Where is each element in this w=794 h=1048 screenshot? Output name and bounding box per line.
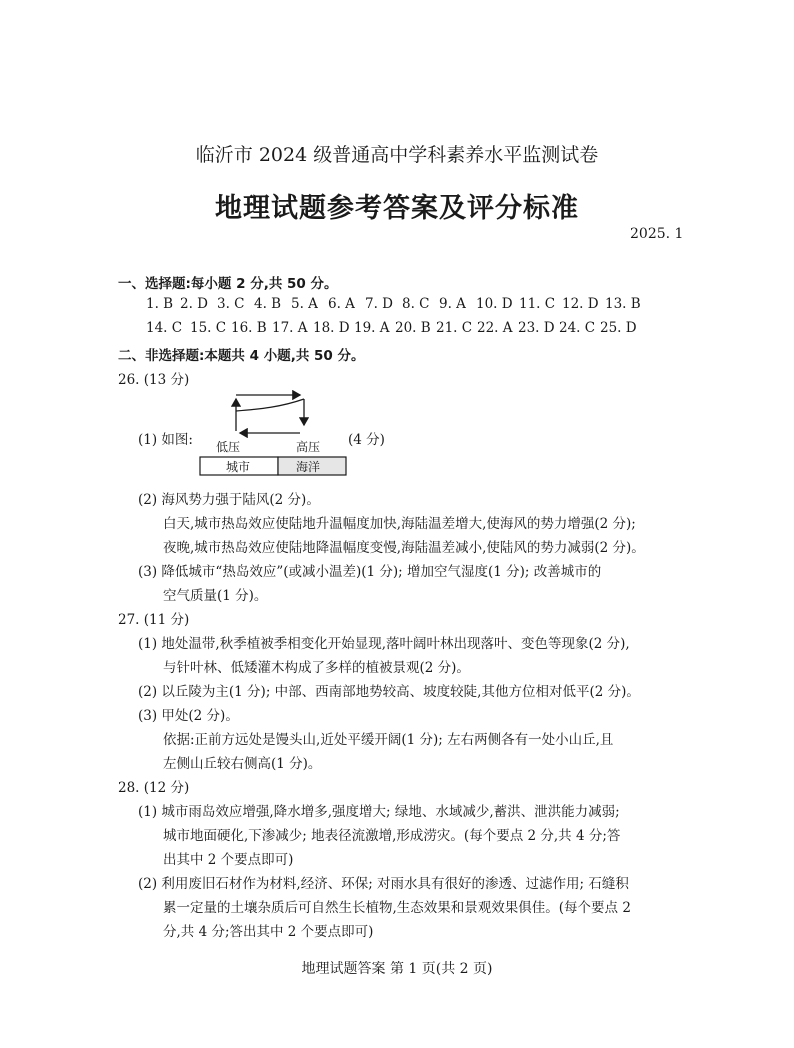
q26-label: 26. (13 分) xyxy=(118,372,190,388)
sea-label: 海洋 xyxy=(296,460,321,474)
q27-p3-a: (3) 甲处(2 分)。 xyxy=(138,708,239,724)
low-pressure-label: 低压 xyxy=(216,440,241,454)
q26-p2-a: (2) 海风势力强于陆风(2 分)。 xyxy=(138,492,320,508)
answer-item: 4. B xyxy=(254,296,282,312)
section1-heading: 一、选择题:每小题 2 分,共 50 分。 xyxy=(118,276,338,292)
exam-subtitle: 临沂市 2024 级普通高中学科素养水平监测试卷 xyxy=(195,144,599,166)
q28-p1-a: (1) 城市雨岛效应增强,降水增多,强度增大; 绿地、水域减少,蓄洪、泄洪能力减弱; xyxy=(138,804,620,820)
q27-label: 27. (11 分) xyxy=(118,612,190,628)
page-title: 地理试题参考答案及评分标准 xyxy=(215,193,579,224)
q26-p1-score: (4 分) xyxy=(348,432,385,448)
q28-p1-c: 出其中 2 个要点即可) xyxy=(163,852,294,868)
answer-item: 13. B xyxy=(605,296,641,312)
exam-date: 2025. 1 xyxy=(630,226,684,242)
answer-item: 25. D xyxy=(600,320,637,336)
answer-item: 11. C xyxy=(519,296,556,312)
q28-p2-b: 累一定量的土壤杂质后可自然生长植物,生态效果和景观效果俱佳。(每个要点 2 xyxy=(163,900,631,916)
answer-item: 24. C xyxy=(559,320,596,336)
q27-p3-b: 依据:正前方远处是馒头山,近处平缓开阔(1 分); 左右两侧各有一处小山丘,且 xyxy=(163,732,614,748)
section2-heading: 二、非选择题:本题共 4 小题,共 50 分。 xyxy=(118,348,365,364)
answer-item: 2. D xyxy=(180,296,208,312)
answer-item: 8. C xyxy=(402,296,430,312)
answer-item: 21. C xyxy=(436,320,473,336)
answer-item: 9. A xyxy=(439,296,466,312)
answer-item: 20. B xyxy=(395,320,431,336)
q27-p3-c: 左侧山丘较右侧高(1 分)。 xyxy=(163,756,322,772)
answer-item: 18. D xyxy=(313,320,350,336)
q26-p2-c: 夜晚,城市热岛效应使陆地降温幅度变慢,海陆温差减小,使陆风的势力减弱(2 分)。 xyxy=(163,540,645,556)
answer-item: 6. A xyxy=(328,296,355,312)
answer-item: 12. D xyxy=(562,296,599,312)
answer-item: 1. B xyxy=(146,296,174,312)
page-footer: 地理试题答案 第 1 页(共 2 页) xyxy=(301,961,493,977)
q26-p3-b: 空气质量(1 分)。 xyxy=(163,588,268,604)
answer-item: 19. A xyxy=(354,320,390,336)
answer-item: 14. C xyxy=(146,320,183,336)
q28-p1-b: 城市地面硬化,下渗减少; 地表径流激增,形成涝灾。(每个要点 2 分,共 4 分;答 xyxy=(163,828,621,844)
isobar-curve xyxy=(236,399,304,411)
answer-item: 7. D xyxy=(365,296,393,312)
q27-p1-a: (1) 地处温带,秋季植被季相变化开始显现,落叶阔叶林出现落叶、变色等现象(2 分), xyxy=(138,636,630,652)
answer-item: 17. A xyxy=(272,320,308,336)
answer-item: 3. C xyxy=(217,296,245,312)
high-pressure-label: 高压 xyxy=(296,440,321,454)
q26-p1-prefix: (1) 如图: xyxy=(138,432,193,448)
answer-item: 23. D xyxy=(518,320,555,336)
answer-item: 10. D xyxy=(476,296,513,312)
answer-row-1 xyxy=(146,296,648,312)
answer-item: 5. A xyxy=(291,296,318,312)
q26-p3-a: (3) 降低城市“热岛效应”(或减小温差)(1 分); 增加空气湿度(1 分); 改善城市的 xyxy=(138,564,602,580)
q28-label: 28. (12 分) xyxy=(118,780,190,796)
sea-breeze-diagram xyxy=(196,385,356,477)
q27-p2: (2) 以丘陵为主(1 分); 中部、西南部地势较高、坡度较陡,其他方位相对低平(2 分)。 xyxy=(138,684,640,700)
q28-p2-c: 分,共 4 分;答出其中 2 个要点即可) xyxy=(163,924,374,940)
answer-item: 15. C xyxy=(190,320,227,336)
city-label: 城市 xyxy=(226,460,251,474)
answer-item: 16. B xyxy=(231,320,267,336)
answer-item: 22. A xyxy=(477,320,513,336)
q28-p2-a: (2) 利用废旧石材作为材料,经济、环保; 对雨水具有很好的渗透、过滤作用; 石缝积 xyxy=(138,876,629,892)
q26-p2-b: 白天,城市热岛效应使陆地升温幅度加快,海陆温差增大,使海风的势力增强(2 分); xyxy=(163,516,636,532)
answer-row-2 xyxy=(146,320,641,336)
q27-p1-b: 与针叶林、低矮灌木构成了多样的植被景观(2 分)。 xyxy=(163,660,470,676)
